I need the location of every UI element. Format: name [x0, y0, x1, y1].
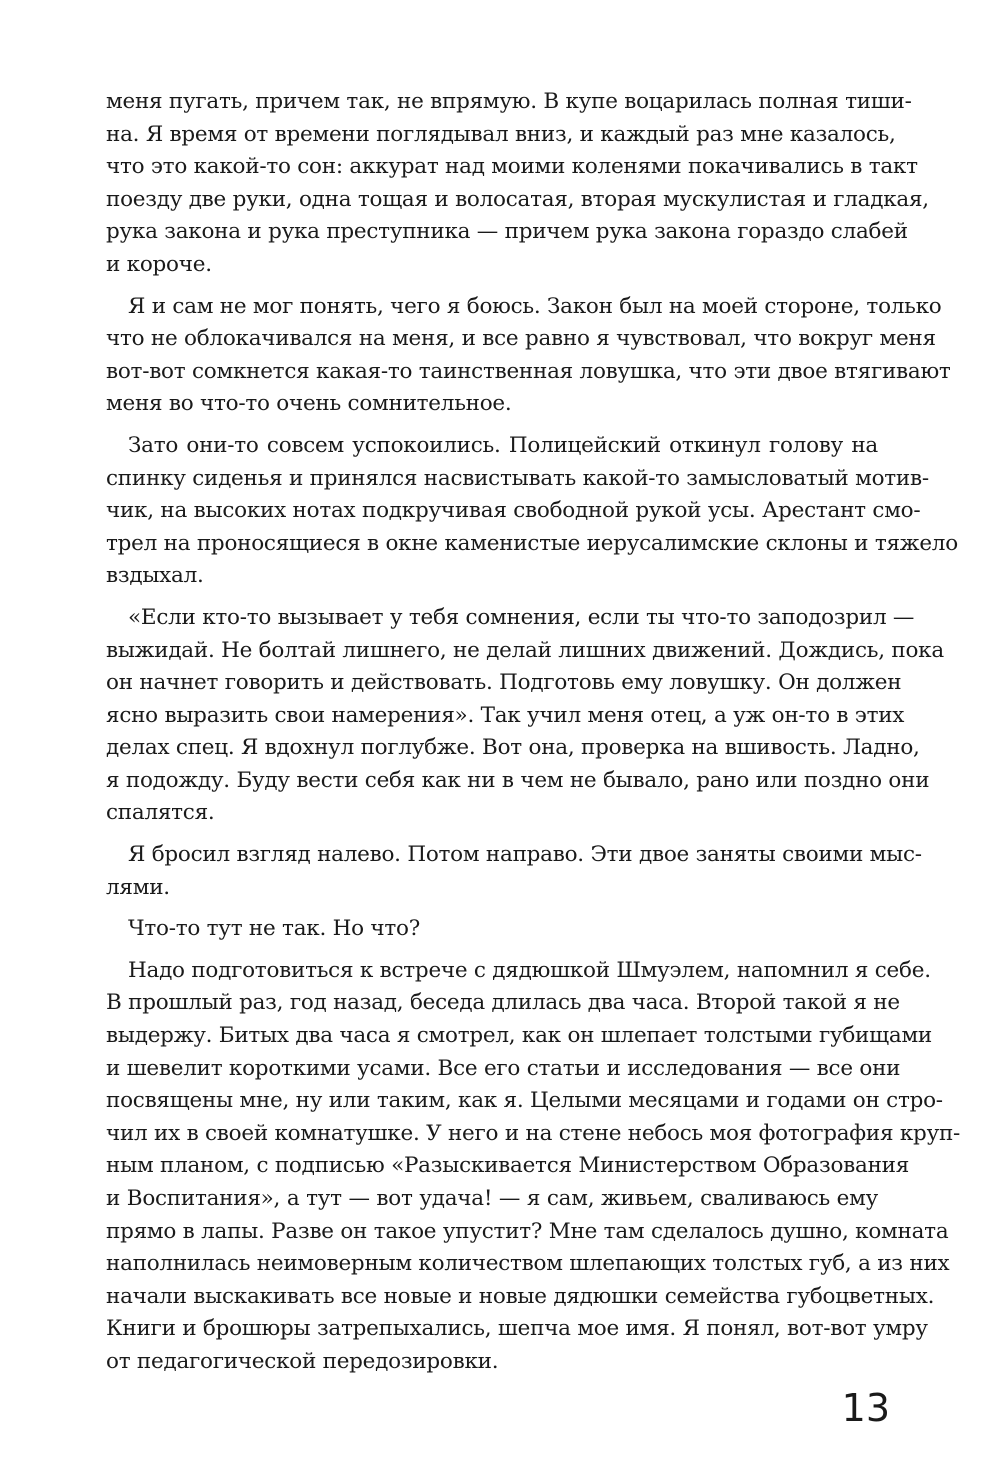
text-line: «Если кто-то вызывает у тебя сомнения, если ты что-то заподозрил — [128, 604, 915, 630]
text-line: поезду две руки, одна тощая и волосатая, вторая мускулистая и гладкая, [106, 186, 929, 212]
text-line: меня во что-то очень сомнительное. [106, 391, 512, 417]
paragraph [106, 955, 961, 1379]
paragraph [106, 291, 951, 421]
text-line: и шевелит короткими усами. Все его статьи и исследования — все они [106, 1055, 901, 1081]
text-line: я подожду. Буду вести себя как ни в чем не бывало, рано или поздно они [106, 767, 930, 793]
text-line: меня пугать, причем так, не впрямую. В купе воцарилась полная тиши- [106, 89, 912, 114]
text-line: спалятся. [106, 800, 215, 826]
text-line: Я бросил взгляд налево. Потом направо. Эти двое заняты своими мыс- [128, 842, 922, 868]
text-line: посвящены мне, ну или таким, как я. Целыми месяцами и годами он стро- [106, 1088, 943, 1114]
text-line: чик, на высоких нотах подкручивая свободной рукой усы. Арестант смо- [106, 498, 921, 524]
text-line: Надо подготовиться к встрече с дядюшкой Шмуэлем, напомнил я себе. [128, 957, 931, 983]
text-line: что не облокачивался на меня, и все равно я чувствовал, что вокруг меня [106, 326, 936, 352]
text-line: лями. [106, 874, 170, 900]
text-line: рука закона и рука преступника — причем рука закона гораздо слабей [106, 219, 908, 245]
text-line: от педагогической передозировки. [106, 1348, 499, 1374]
paragraph-gap [106, 593, 878, 602]
text-line: наполнилась неимоверным количеством шлепающих толстых губ, а из них [106, 1251, 950, 1277]
text-line: Я и сам не мог понять, чего я боюсь. Закон был на моей стороне, только [128, 293, 942, 319]
text-line: что это какой-то сон: аккурат над моими коленями покачивались в такт [106, 154, 918, 180]
paragraph-gap [106, 282, 878, 291]
text-line: трел на проносящиеся в окне каменистые иерусалимские склоны и тяжело [106, 530, 958, 556]
text-line: и короче. [106, 251, 212, 277]
text-line: В прошлый раз, год назад, беседа длилась два часа. Второй такой я не [106, 990, 900, 1016]
text-line: и Воспитания», а тут — вот удача! — я сам, живьем, сваливаюсь ему [106, 1186, 878, 1211]
paragraph [106, 602, 944, 830]
text-line: он начнет говорить и действовать. Подготовь ему ловушку. Он должен [106, 670, 902, 696]
text-line: Книги и брошюры затрепыхались, шепча мое имя. Я понял, вот-вот умру [106, 1316, 928, 1342]
paragraph [106, 430, 958, 593]
text-line: Зато они-то совсем успокоились. Полицейский откинул голову на [128, 432, 878, 458]
text-line: чил их в своей комнатушке. У него и на стене небось моя фотография круп- [106, 1120, 961, 1146]
paragraph-gap [106, 830, 878, 839]
text-line: начали выскакивать все новые и новые дядюшки семейства губоцветных. [106, 1283, 935, 1309]
text-line: выжидай. Не болтай лишнего, не делай лишних движений. Дождись, пока [106, 637, 944, 663]
body-text [106, 86, 961, 1379]
paragraph-gap [106, 421, 878, 430]
text-line: ным планом, с подписью «Разыскивается Министерством Образования [106, 1153, 910, 1179]
paragraph [106, 913, 878, 946]
text-line: вот-вот сомкнется какая-то таинственная ловушка, что эти двое втягивают [106, 358, 951, 384]
text-line: спинку сиденья и принялся насвистывать какой-то замысловатый мотив- [106, 465, 929, 491]
paragraph-gap [106, 946, 878, 955]
page-number: 13 [841, 1386, 890, 1430]
text-line: Что-то тут не так. Но что? [128, 916, 420, 942]
text-line: делах спец. Я вдохнул поглубже. Вот она, проверка на вшивость. Ладно, [106, 735, 920, 761]
paragraph [106, 86, 929, 282]
text-line: прямо в лапы. Разве он такое упустит? Мне там сделалось душно, комната [106, 1218, 949, 1244]
text-line: вздыхал. [106, 563, 204, 589]
text-line: на. Я время от времени поглядывал вниз, и каждый раз мне казалось, [106, 121, 896, 147]
text-line: выдержу. Битых два часа я смотрел, как он шлепает толстыми губищами [106, 1023, 933, 1049]
paragraph [106, 839, 922, 904]
text-line: ясно выразить свои намерения». Так учил меня отец, а уж он-то в этих [106, 702, 905, 728]
paragraph-gap [106, 904, 878, 913]
